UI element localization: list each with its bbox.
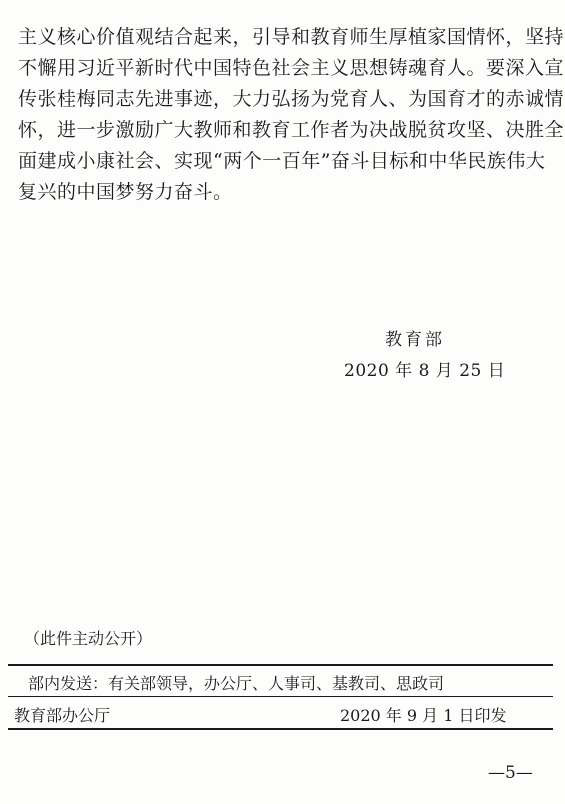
signature-issuer: 教育部 [385, 330, 445, 350]
footer-top-rule [8, 664, 553, 666]
body-paragraph [18, 22, 565, 208]
body-line: 传张桂梅同志先进事迹，大力弘扬为党育人、为国育才的赤诚情 [18, 88, 565, 110]
footer-middle-rule [8, 696, 553, 697]
body-line: 复兴的中国梦努力奋斗。 [18, 181, 233, 203]
body-line: 面建成小康社会、实现“两个一百年”奋斗目标和中华民族伟大 [18, 150, 546, 172]
body-line: 主义核心价值观结合起来，引导和教育师生厚植家国情怀，坚持 [18, 26, 565, 48]
distribution-list: 部内发送：有关部领导，办公厅、人事司、基教司、思政司 [28, 674, 445, 693]
footer-bottom-rule [8, 728, 553, 730]
public-disclosure-note: （此件主动公开） [24, 629, 153, 648]
body-line: 怀，进一步激励广大教师和教育工作者为决战脱贫攻坚、决胜全 [18, 119, 565, 141]
page-number: —5— [488, 763, 533, 783]
signature-date: 2020 年 8 月 25 日 [344, 361, 506, 381]
issuing-office: 教育部办公厅 [14, 706, 111, 725]
print-date: 2020 年 9 月 1 日印发 [340, 706, 507, 725]
body-line: 不懈用习近平新时代中国特色社会主义思想铸魂育人。要深入宣 [18, 57, 565, 79]
